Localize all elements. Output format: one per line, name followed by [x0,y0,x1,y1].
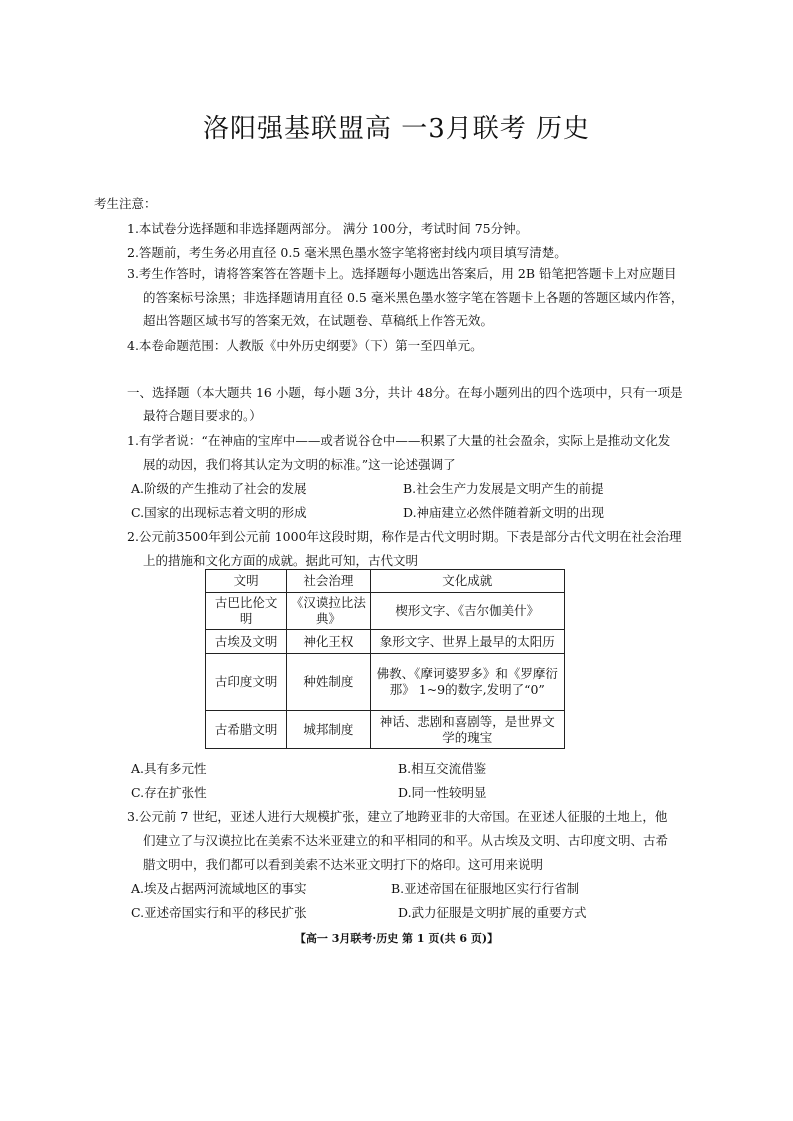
q3-option-b: B.亚述帝国在征服地区实行行省制 [391,881,580,896]
q2-option-b: B.相互交流借鉴 [398,761,487,776]
notice-item-3: 3.考生作答时，请将答案答在答题卡上。选择题每小题选出答案后，用 2B 铅笔把答题卡上对应题目 [127,266,677,281]
page-title: 洛阳强基联盟高 一3月联考 历史 [202,114,591,144]
table-cell: 种姓制度 [287,654,370,711]
page-footer: 【高一 3月联考·历史 第 1 页(共 6 页)】 [294,932,499,945]
table-cell: 象形文字、世界上最早的太阳历 [370,630,564,654]
section-heading-cont: 最符合题目要求的。） [143,408,262,423]
q1-stem: 1.有学者说：“在神庙的宝库中——或者说谷仓中——积累了大量的社会盈余，实际上是推动文化发 [127,433,671,448]
q3-option-d: D.武力征服是文明扩展的重要方式 [398,905,587,920]
table-header-row [206,570,565,593]
section-heading: 一、选择题（本大题共 16 小题，每小题 3分，共计 48分。在每小题列出的四个选项中，只有一项是 [127,385,683,400]
table-cell: 城邦制度 [287,711,370,749]
q2-option-d: D.同一性较明显 [398,785,487,800]
table-cell: 古希腊文明 [206,711,287,749]
q3-option-c: C.亚述帝国实行和平的移民扩张 [131,905,307,920]
q1-option-d: D.神庙建立必然伴随着新文明的出现 [403,505,605,520]
q3-stem-cont1: 们建立了与汉谟拉比在美索不达米亚建立的和平相同的和平。从古埃及文明、古印度文明、古希 [143,833,669,848]
table-cell: 楔形文字、《吉尔伽美什》 [370,593,564,630]
notice-item-3-cont2: 超出答题区域书写的答案无效，在试题卷、草稿纸上作答无效。 [143,313,494,328]
table-header: 社会治理 [287,570,370,593]
q1-option-a: A.阶级的产生推动了社会的发展 [131,481,307,496]
table-cell: 古巴比伦文明 [206,593,287,630]
notice-item-4: 4.本卷命题范围：人教版《中外历史纲要》（下）第一至四单元。 [127,338,483,353]
table-row [206,593,565,630]
civilization-table [205,569,565,749]
table-cell: 古印度文明 [206,654,287,711]
table-cell: 《汉谟拉比法典》 [287,593,370,630]
q3-stem-cont2: 腊文明中，我们都可以看到美索不达米亚文明打下的烙印。这可用来说明 [143,857,544,872]
table-header: 文化成就 [370,570,564,593]
q1-option-b: B.社会生产力发展是文明产生的前提 [403,481,604,496]
table-row [206,654,565,711]
table-header: 文明 [206,570,287,593]
table-cell: 古埃及文明 [206,630,287,654]
table-row [206,630,565,654]
notice-item-1: 1.本试卷分选择题和非选择题两部分。 满分 100分，考试时间 75分钟。 [127,221,529,236]
table-cell: 神化王权 [287,630,370,654]
table-cell: 佛教、《摩诃婆罗多》和《罗摩衍那》 1~9的数字,发明了“0” [370,654,564,711]
notice-heading: 考生注意： [94,196,157,211]
q1-stem-cont: 展的动因，我们将其认定为文明的标准。”这一论述强调了 [143,457,456,472]
q2-stem-cont: 上的措施和文化方面的成就。据此可知，古代文明 [143,553,419,568]
notice-item-2: 2.答题前，考生务必用直径 0.5 毫米黑色墨水签字笔将密封线内项目填写清楚。 [127,245,567,260]
table-cell: 神话、悲剧和喜剧等，是世界文学的瑰宝 [370,711,564,749]
notice-item-3-cont1: 的答案标号涂黑；非选择题请用直径 0.5 毫米黑色墨水签字笔在答题卡上各题的答题区域内作答， [143,290,684,305]
q2-option-c: C.存在扩张性 [131,785,207,800]
q2-option-a: A.具有多元性 [131,761,207,776]
table-row [206,711,565,749]
q3-stem: 3.公元前 7 世纪，亚述人进行大规模扩张，建立了地跨亚非的大帝国。在亚述人征服的土地上，他 [127,809,668,824]
q1-option-c: C.国家的出现标志着文明的形成 [131,505,307,520]
q2-stem: 2.公元前3500年到公元前 1000年这段时期，称作是古代文明时期。下表是部分古代文明在社会治理 [127,529,682,544]
q3-option-a: A.埃及占据两河流域地区的事实 [131,881,307,896]
